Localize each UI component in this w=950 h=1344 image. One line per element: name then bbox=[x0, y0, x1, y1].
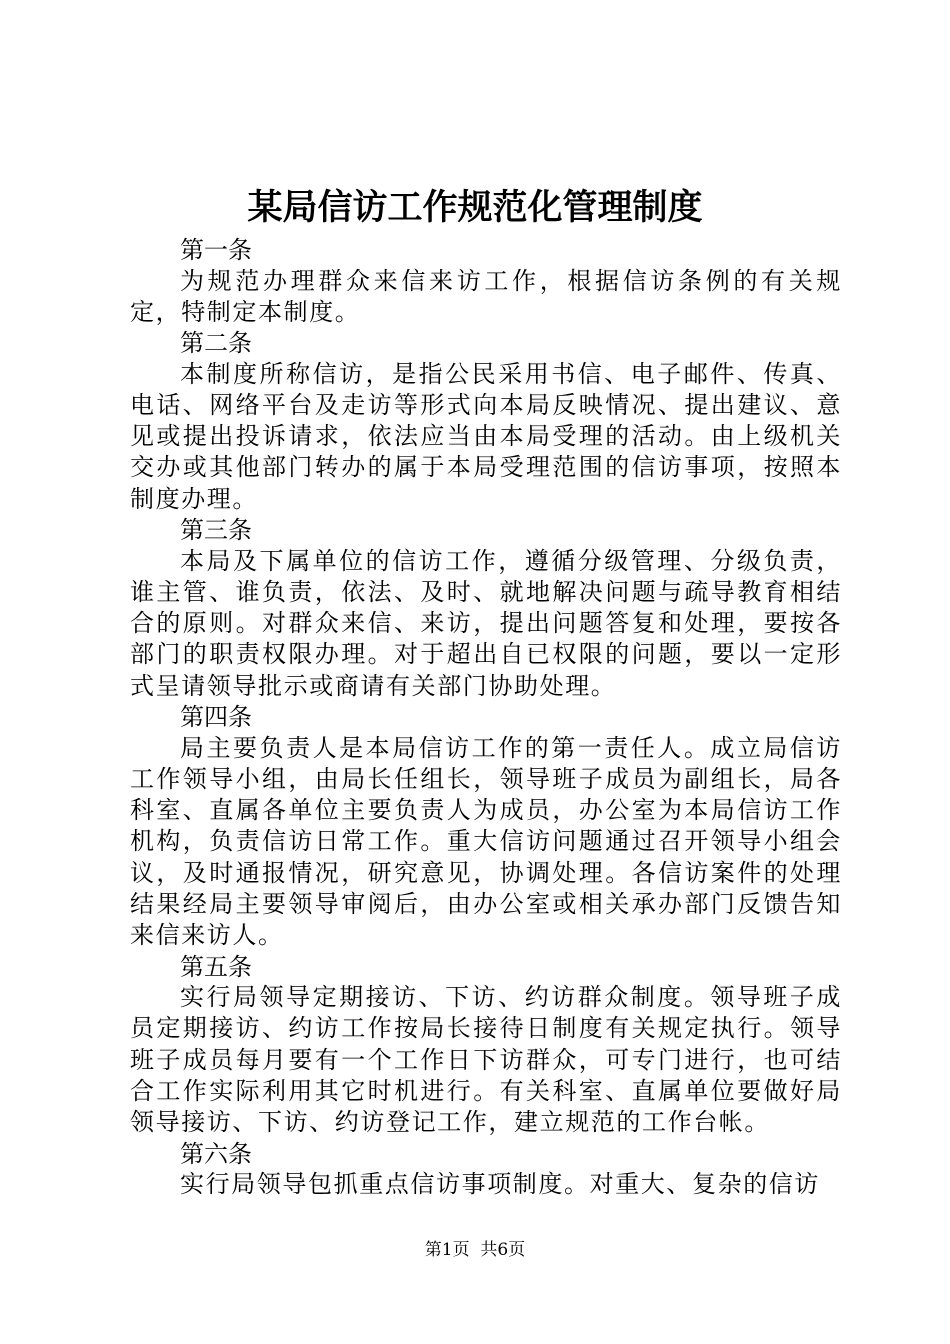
page-total: 共6页 bbox=[480, 1240, 526, 1260]
document-title: 某局信访工作规范化管理制度 bbox=[247, 187, 703, 228]
article bbox=[130, 235, 842, 328]
article bbox=[130, 952, 842, 1139]
article-text: 局主要负责人是本局信访工作的第一责任人。成立局信访工作领导小组，由局长任组长，领导班子成员为副组长，局各科室、直属各单位主要负责人为成员，办公室为本局信访工作机构，负责信访日常工作。重大信访问题通过召开领导小组会议，及时通报情况，研究意见，协调处理。各信访案件的处理结果经局主要领导审阅后，由办公室或相关承办部门反馈告知来信来访人。 bbox=[130, 733, 842, 950]
article bbox=[130, 702, 842, 952]
page-number: 第1页 bbox=[424, 1240, 470, 1260]
article bbox=[130, 328, 842, 515]
article-text: 为规范办理群众来信来访工作，根据信访条例的有关规定，特制定本制度。 bbox=[130, 266, 842, 326]
page-footer bbox=[0, 1238, 950, 1262]
article bbox=[130, 515, 842, 702]
article-label: 第四条 bbox=[180, 703, 252, 732]
document-body bbox=[130, 235, 842, 1200]
article-label: 第二条 bbox=[180, 329, 252, 358]
article bbox=[130, 1139, 842, 1201]
article-text: 实行局领导包抓重点信访事项制度。对重大、复杂的信访 bbox=[180, 1170, 820, 1199]
article-label: 第一条 bbox=[180, 236, 252, 264]
article-label: 第五条 bbox=[180, 952, 252, 981]
article-label: 第六条 bbox=[180, 1139, 252, 1168]
article-label: 第三条 bbox=[180, 516, 252, 545]
article-text: 实行局领导定期接访、下访、约访群众制度。领导班子成员定期接访、约访工作按局长接待日制度有关规定执行。领导班子成员每月要有一个工作日下访群众，可专门进行，也可结合工作实际利用其它时机进行。有关科室、直属单位要做好局领导接访、下访、约访登记工作，建立规范的工作台帐。 bbox=[130, 983, 842, 1137]
article-text: 本制度所称信访，是指公民采用书信、电子邮件、传真、电话、网络平台及走访等形式向本局反映情况、提出建议、意见或提出投诉请求，依法应当由本局受理的活动。由上级机关交办或其他部门转办的属于本局受理范围的信访事项，按照本制度办理。 bbox=[130, 359, 842, 513]
article-text: 本局及下属单位的信访工作，遵循分级管理、分级负责，谁主管、谁负责，依法、及时、就地解决问题与疏导教育相结合的原则。对群众来信、来访，提出问题答复和处理，要按各部门的职责权限办理。对于超出自已权限的问题，要以一定形式呈请领导批示或商请有关部门协助处理。 bbox=[130, 546, 842, 700]
